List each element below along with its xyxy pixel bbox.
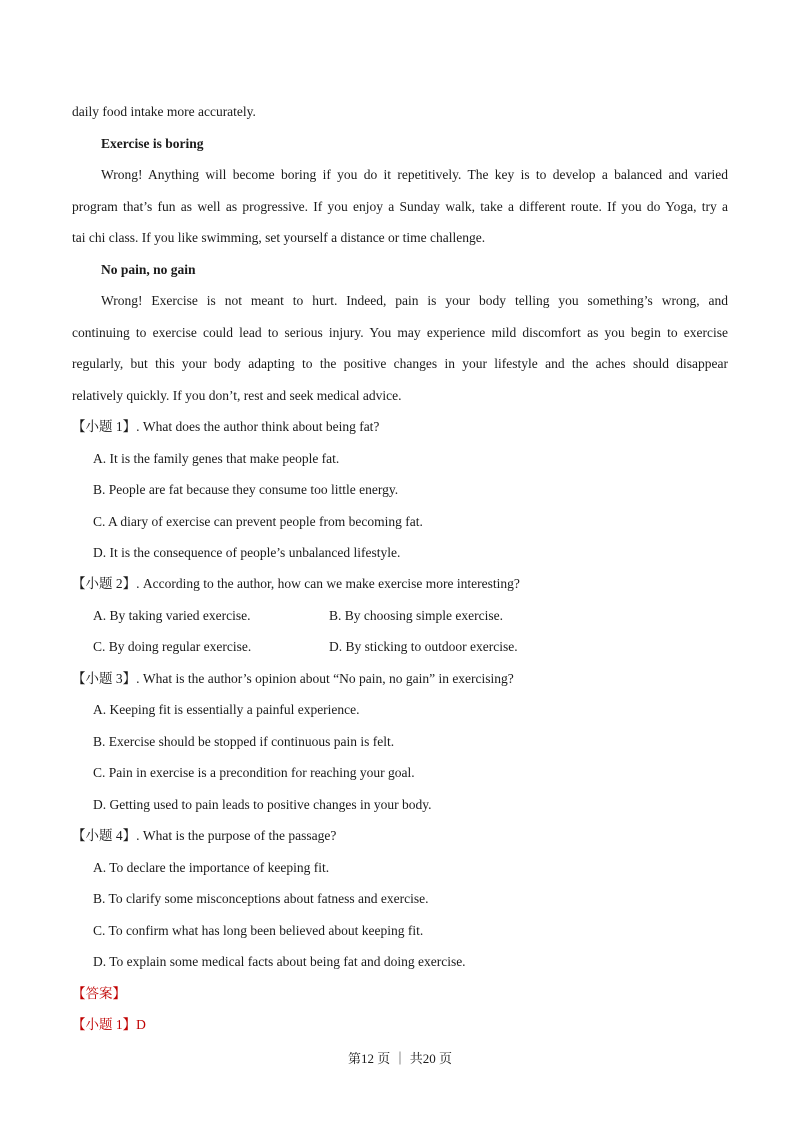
section-heading: No pain, no gain — [101, 262, 196, 277]
question-option: A. It is the family genes that make people fat. — [93, 451, 340, 466]
question-option: D. Getting used to pain leads to positive changes in your body. — [93, 797, 432, 812]
question-stem: 【小题 1】. What does the author think about being fat? — [72, 419, 380, 434]
question-option: A. Keeping fit is essentially a painful experience. — [93, 702, 360, 717]
question-option: C. To confirm what has long been believed about keeping fit. — [93, 923, 424, 938]
answer-label: 【答案】 — [72, 986, 126, 1001]
paragraph-line: continuing to exercise could lead to serious injury. You may experience mild discomfort as you begin to exercise — [72, 325, 728, 340]
paragraph-end: daily food intake more accurately. — [72, 104, 256, 119]
question-option: C. A diary of exercise can prevent people from becoming fat. — [93, 514, 423, 529]
question-option: D. By sticking to outdoor exercise. — [329, 639, 518, 654]
paragraph-line: program that’s fun as well as progressive. If you enjoy a Sunday walk, take a different route. If you do Yoga, try a — [72, 199, 728, 214]
question-option: B. By choosing simple exercise. — [329, 608, 503, 623]
paragraph-line: regularly, but this your body adapting to the positive changes in your lifestyle and the aches should disappear — [72, 356, 728, 371]
answer-item: 【小题 1】D — [72, 1017, 146, 1032]
paragraph-line: Wrong! Exercise is not meant to hurt. Indeed, pain is your body telling you something’s wrong, and — [101, 293, 728, 308]
paragraph-line: relatively quickly. If you don’t, rest and seek medical advice. — [72, 388, 402, 403]
question-option: C. Pain in exercise is a precondition for reaching your goal. — [93, 765, 415, 780]
question-option: A. To declare the importance of keeping fit. — [93, 860, 330, 875]
question-stem: 【小题 4】. What is the purpose of the passage? — [72, 828, 337, 843]
section-heading: Exercise is boring — [101, 136, 204, 151]
paragraph-line: tai chi class. If you like swimming, set yourself a distance or time challenge. — [72, 230, 486, 245]
question-option: D. To explain some medical facts about being fat and doing exercise. — [93, 954, 466, 969]
paragraph-line: Wrong! Anything will become boring if you do it repetitively. The key is to develop a balanced and varied — [101, 167, 728, 182]
question-option: C. By doing regular exercise. — [93, 639, 252, 654]
question-stem: 【小题 3】. What is the author’s opinion about “No pain, no gain” in exercising? — [72, 671, 514, 686]
question-option: A. By taking varied exercise. — [93, 608, 251, 623]
question-option: B. Exercise should be stopped if continuous pain is felt. — [93, 734, 395, 749]
question-option: B. To clarify some misconceptions about fatness and exercise. — [93, 891, 429, 906]
question-stem: 【小题 2】. According to the author, how can we make exercise more interesting? — [72, 576, 520, 591]
question-option: D. It is the consequence of people’s unbalanced lifestyle. — [93, 545, 401, 560]
question-option: B. People are fat because they consume too little energy. — [93, 482, 399, 497]
page-footer: 第12 页 ｜ 共20 页 — [347, 1051, 452, 1066]
